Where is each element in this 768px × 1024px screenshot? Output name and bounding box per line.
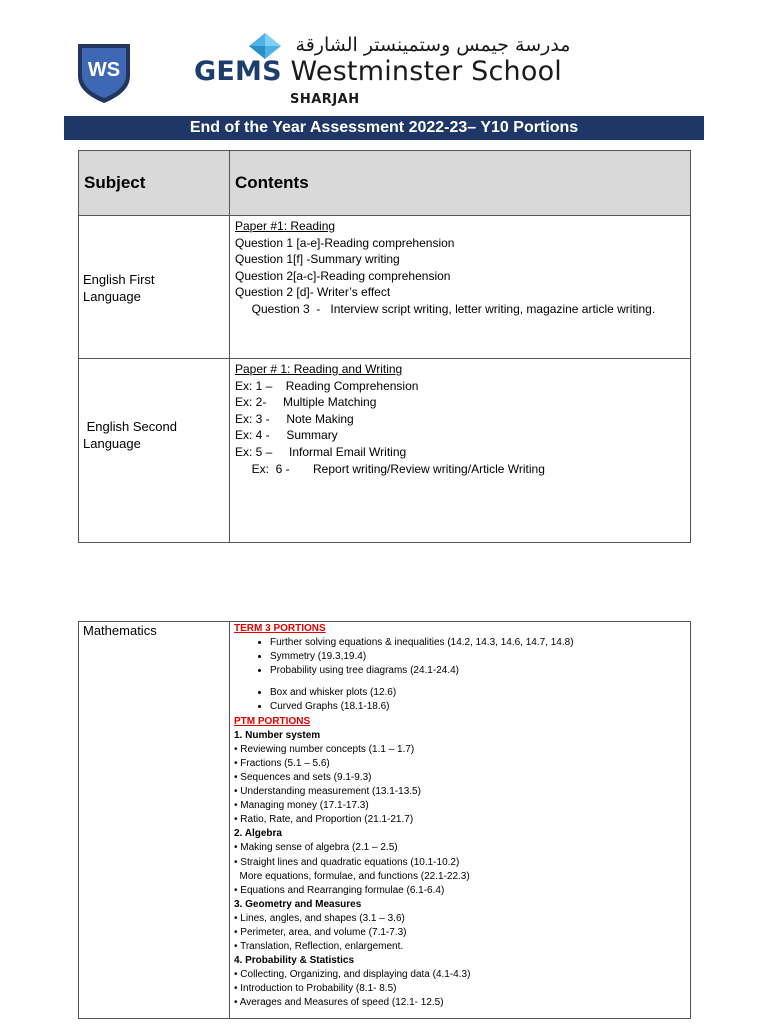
content-line: Question 1 [a-e]-Reading comprehension bbox=[235, 235, 455, 250]
table-header-row bbox=[79, 151, 690, 216]
list-item: • Ratio, Rate, and Proportion (21.1-21.7) bbox=[234, 814, 414, 826]
contents-mathematics bbox=[234, 622, 689, 1011]
term3-list-a bbox=[234, 636, 689, 678]
list-item: • Averages and Measures of speed (12.1- 12.5) bbox=[234, 997, 444, 1009]
content-line: Ex: 4 - Summary bbox=[235, 428, 338, 443]
section-heading: 4. Probability & Statistics bbox=[234, 955, 355, 967]
list-item: • Understanding measurement (13.1-13.5) bbox=[234, 786, 421, 798]
assessment-title-banner: End of the Year Assessment 2022-23– Y10 Portions bbox=[64, 116, 704, 140]
contents-english-second-language bbox=[235, 361, 690, 477]
content-line: Ex: 6 - Report writing/Review writing/Article Writing bbox=[235, 461, 545, 476]
content-line: Ex: 3 - Note Making bbox=[235, 411, 354, 426]
paper-title: Paper # 1: Reading and Writing bbox=[235, 362, 403, 376]
term3-portions-title: TERM 3 PORTIONS bbox=[234, 623, 326, 634]
list-item: • Introduction to Probability (8.1- 8.5) bbox=[234, 983, 397, 995]
list-item: • Straight lines and quadratic equations (10.1-10.2) bbox=[234, 856, 460, 868]
contents-column-header: Contents bbox=[235, 173, 309, 192]
list-item: • Reviewing number concepts (1.1 – 1.7) bbox=[234, 743, 415, 755]
list-item: • Box and whisker plots (12.6) bbox=[270, 686, 689, 700]
subject-english-second-language bbox=[83, 418, 223, 452]
content-line: Question 3 - Interview script writing, letter writing, magazine article writing. bbox=[235, 301, 656, 316]
list-item: • Lines, angles, and shapes (3.1 – 3.6) bbox=[234, 912, 405, 924]
content-line: Question 2 [d]- Writer’s effect bbox=[235, 285, 391, 300]
list-item: • Fractions (5.1 – 5.6) bbox=[234, 757, 330, 769]
content-line: Ex: 1 – Reading Comprehension bbox=[235, 378, 419, 393]
section-heading: 1. Number system bbox=[234, 729, 321, 741]
section-heading: 3. Geometry and Measures bbox=[234, 898, 362, 910]
subject-column-header: Subject bbox=[84, 173, 146, 192]
subject-line: Language bbox=[83, 289, 141, 304]
list-item: • Perimeter, area, and volume (7.1-7.3) bbox=[234, 926, 407, 938]
gems-wordmark: GEMS bbox=[194, 56, 282, 87]
subject-mathematics: Mathematics bbox=[83, 623, 157, 638]
column-divider bbox=[229, 151, 230, 542]
contents-english-first-language bbox=[235, 218, 690, 318]
list-item: • Curved Graphs (18.1-18.6) bbox=[270, 700, 689, 714]
arabic-school-name: مدرسة جيمس وستمينستر الشارقة bbox=[295, 34, 571, 56]
list-item: • Making sense of algebra (2.1 – 2.5) bbox=[234, 842, 398, 854]
ptm-portions-list bbox=[234, 729, 689, 1011]
logo-text: WS bbox=[87, 59, 121, 81]
list-item: • Translation, Reflection, enlargement. bbox=[234, 941, 404, 953]
content-line: Ex: 2- Multiple Matching bbox=[235, 395, 377, 410]
paper-title: Paper #1: Reading bbox=[235, 219, 336, 233]
list-item: • Probability using tree diagrams (24.1-24.4) bbox=[270, 664, 689, 678]
school-wordmark: Westminster School bbox=[290, 56, 563, 87]
content-line: Ex: 5 – Informal Email Writing bbox=[235, 444, 407, 459]
subject-line: English Second bbox=[83, 419, 177, 434]
list-item: More equations, formulae, and functions (22.1-22.3) bbox=[234, 870, 470, 882]
school-shield-logo bbox=[76, 42, 132, 104]
list-item: • Equations and Rearranging formulae (6.1-6.4) bbox=[234, 884, 445, 896]
column-divider bbox=[229, 622, 230, 1018]
list-item: • Further solving equations & inequalities (14.2, 14.3, 14.6, 14.7, 14.8) bbox=[270, 636, 689, 650]
school-city: SHARJAH bbox=[290, 92, 360, 107]
subject-english-first-language bbox=[83, 271, 223, 305]
portions-table-english bbox=[78, 150, 691, 543]
content-line: Question 1[f] -Summary writing bbox=[235, 252, 400, 267]
term3-list-b bbox=[234, 686, 689, 714]
section-heading: 2. Algebra bbox=[234, 828, 282, 840]
list-item: • Managing money (17.1-17.3) bbox=[234, 800, 369, 812]
subject-line: English First bbox=[83, 272, 155, 287]
school-name bbox=[194, 56, 562, 87]
ptm-portions-title: PTM PORTIONS bbox=[234, 715, 311, 727]
row-divider bbox=[79, 358, 690, 359]
content-line: Question 2[a-c]-Reading comprehension bbox=[235, 268, 451, 283]
subject-line: Language bbox=[83, 436, 141, 451]
portions-table-mathematics bbox=[78, 621, 691, 1019]
list-item: • Collecting, Organizing, and displaying data (4.1-4.3) bbox=[234, 969, 471, 981]
list-item: • Sequences and sets (9.1-9.3) bbox=[234, 771, 372, 783]
list-item: • Symmetry (19.3,19.4) bbox=[270, 650, 689, 664]
